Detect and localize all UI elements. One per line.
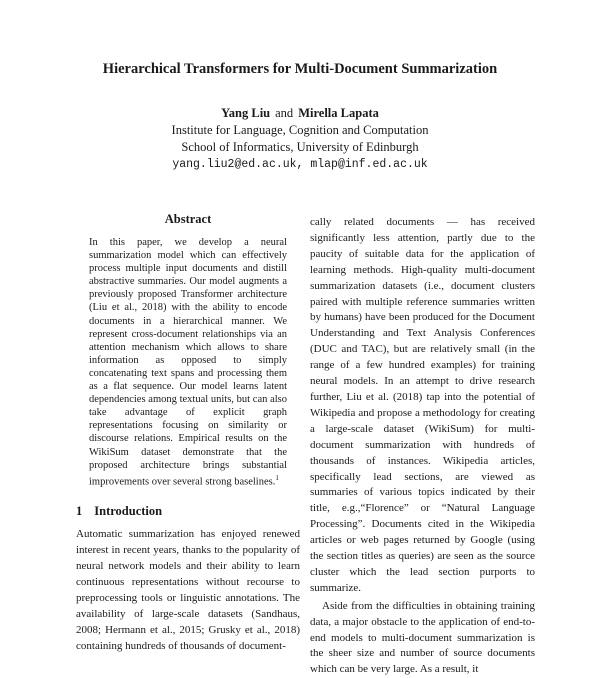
abstract-text-block [89,236,287,488]
abstract-heading: Abstract [164,212,212,226]
affiliation-school: School of Informatics, University of Edinburgh [181,140,419,154]
abstract-text: In this paper, we develop a neural summarization model which can effectively process multiple input documents and distill abstractive summaries. Our model augments a previously proposed Transformer architecture (Liu et al., 2018) with the ability to encode documents in a hierarchical manner. We represent cross-document relationships via an attention mechanism which allows to share information as opposed to simply concatenating text spans and processing them as a flat sequence. Our model learns latent dependencies among textual units, but can also take advantage of explicit graph representations focusing on similarity or discourse relations. Empirical results on the WikiSum dataset demonstrate that the proposed architecture brings substantial improvements over several strong baselines. [89,237,287,488]
section-number: 1 [76,504,83,519]
right-column [310,215,535,678]
intro-paragraph-2: Aside from the difficulties in obtaining training data, a major obstacle to the application of end-to-end models to multi-document summarization is the sheer size and number of source documents which can be very large. As a result, it [310,599,535,676]
author-1: Yang Liu [221,106,271,120]
author-names [0,105,600,122]
author-block [0,105,600,173]
intro-paragraph-1: Automatic summarization has enjoyed renewed interest in recent years, thanks to the popularity of neural network models and their ability to learn continuous representations without recourse to preprocessing tools or linguistic annotations. The availability of large-scale datasets (Sandhaus, 2008; Hermann et al., 2015; Grusky et al., 2018) containing hundreds of thousands of document- [76,528,300,652]
paper-title: Hierarchical Transformers for Multi-Document Summarization [102,61,498,77]
footnote-marker: 1 [275,473,279,482]
section-title: Introduction [94,504,163,519]
intro-paragraph-1-continued: cally related documents — has received significantly less attention, partly due to the paucity of suitable data for the application of learning methods. High-quality multi-document summarization datasets (i.e., document clusters paired with multiple reference summaries written by humans) have been produced for the Document Understanding and Text Analysis Conferences (DUC and TAC), but are relatively small (in the range of a few hundred examples) for training neural models. In an attempt to drive research further, Liu et al. (2018) tap into the potential of Wikipedia and propose a methodology for creating a large-scale dataset (WikiSum) for multi-document summarization with hundreds of thousands of instances. Wikipedia articles, specifically lead sections, are viewed as summaries of various topics indicated by their title, e.g.,“Florence” or “Natural Language Processing”. Documents cited in the Wikipedia articles or web pages returned by Google (using the section titles as queries) are seen as the source cluster which the lead section purports to summarize. [310,216,535,594]
author-conjunction: and [275,106,294,120]
author-emails: yang.liu2@ed.ac.uk, mlap@inf.ed.ac.uk [172,158,428,171]
affiliation-institute: Institute for Language, Cognition and Computation [171,123,429,137]
author-2: Mirella Lapata [298,106,379,120]
left-column [76,212,300,655]
section-heading-introduction [76,504,300,519]
abstract-section [76,212,300,488]
